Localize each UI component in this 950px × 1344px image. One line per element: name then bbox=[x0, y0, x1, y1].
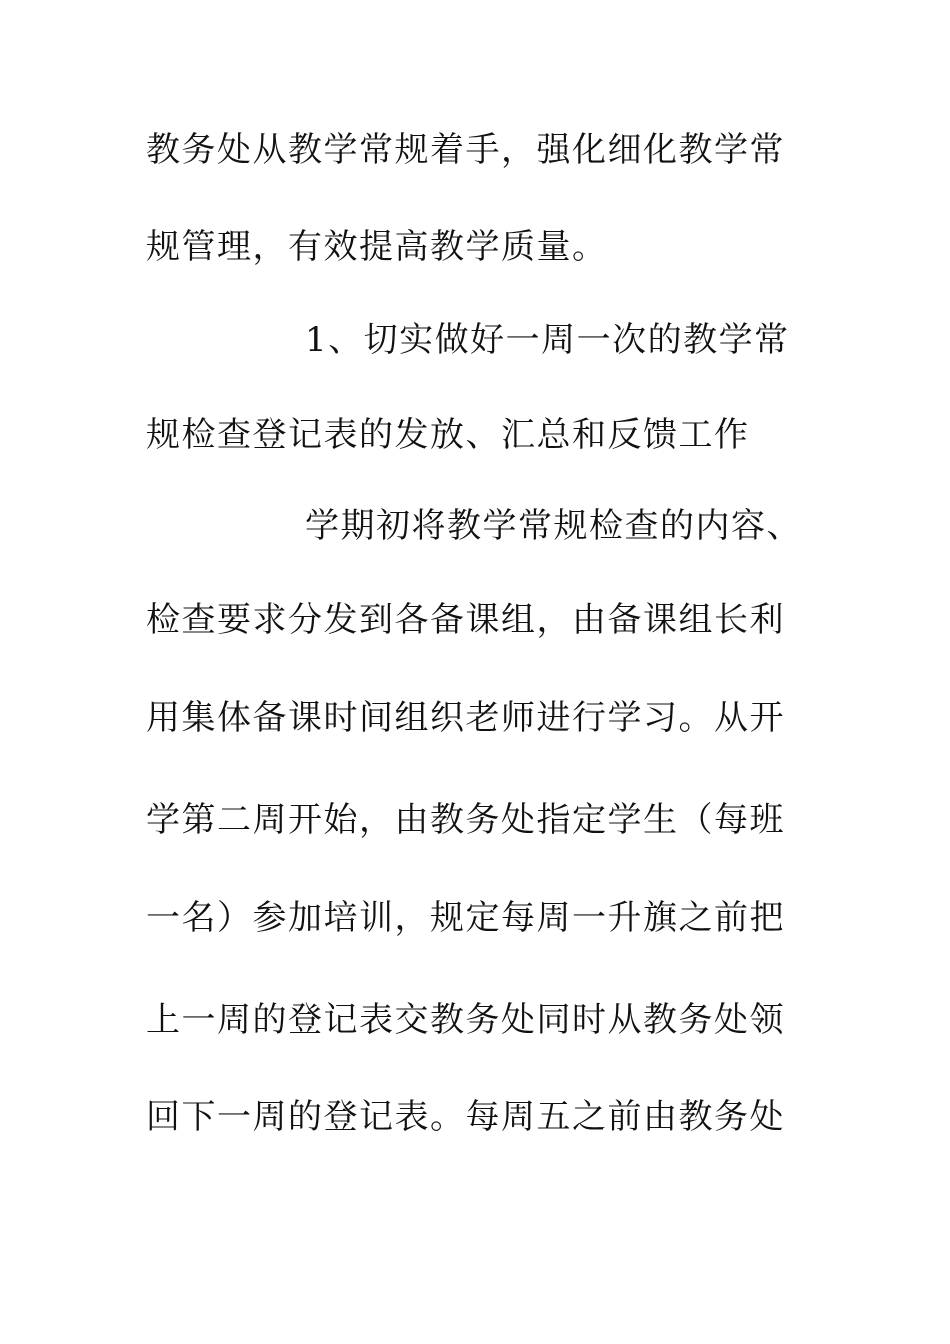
paragraph-line: 学第二周开始，由教务处指定学生（每班 bbox=[146, 800, 785, 840]
section-heading-line: 1、切实做好一周一次的教学常 bbox=[305, 320, 790, 360]
paragraph-line: 教务处从教学常规着手，强化细化教学常 bbox=[146, 130, 785, 170]
section-heading-line: 规检查登记表的发放、汇总和反馈工作 bbox=[146, 415, 750, 455]
paragraph-line: 一名）参加培训，规定每周一升旗之前把 bbox=[146, 898, 785, 938]
paragraph-line: 规管理，有效提高教学质量。 bbox=[146, 227, 608, 267]
paragraph-line: 检查要求分发到各备课组，由备课组长利 bbox=[146, 600, 785, 640]
paragraph-line: 用集体备课时间组织老师进行学习。从开 bbox=[146, 698, 785, 738]
paragraph-line: 回下一周的登记表。每周五之前由教务处 bbox=[146, 1097, 785, 1137]
paragraph-line: 上一周的登记表交教务处同时从教务处领 bbox=[146, 1000, 785, 1040]
paragraph-line: 学期初将教学常规检查的内容、 bbox=[305, 506, 802, 546]
